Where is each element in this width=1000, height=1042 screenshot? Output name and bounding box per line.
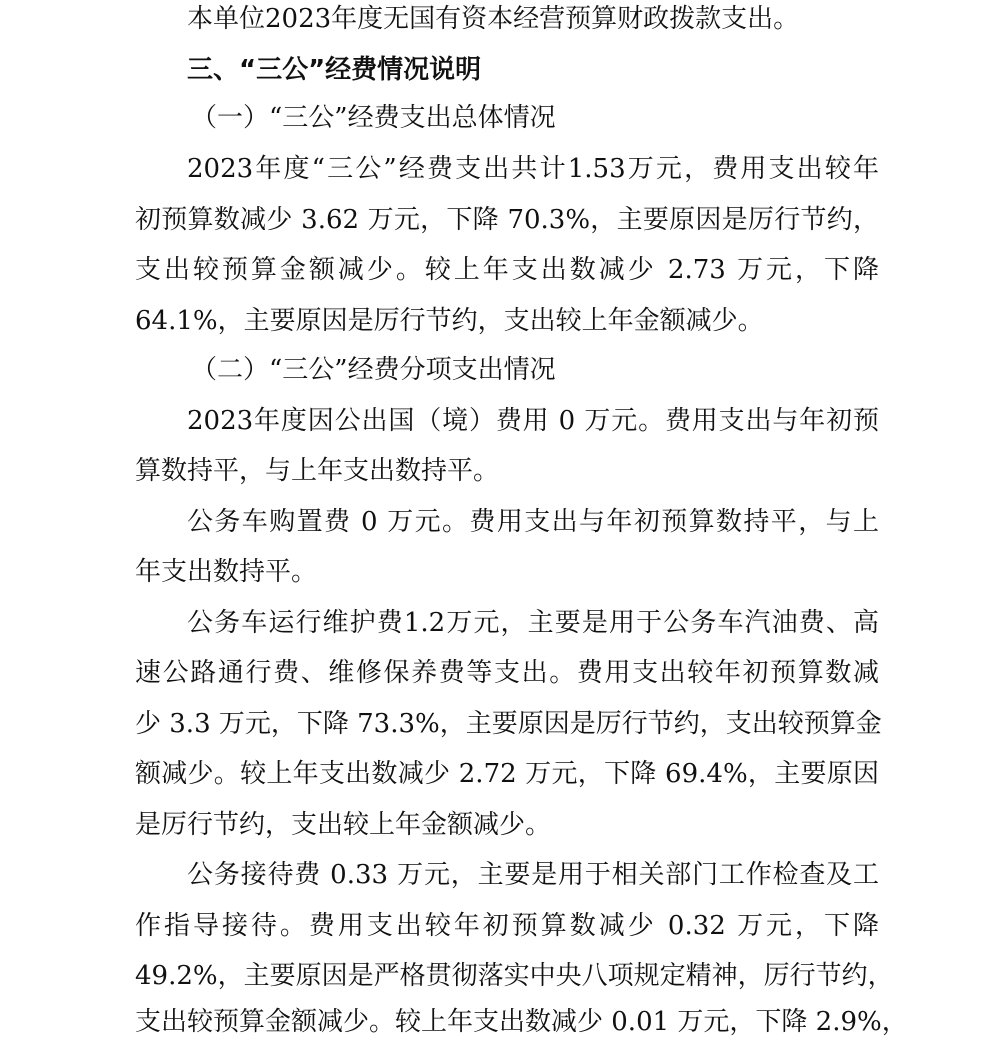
paragraph-line: 算数持平，与上年支出数持平。 (135, 456, 500, 486)
paragraph-line: 速公路通行费、维修保养费等支出。费用支出较年初预算数减 (135, 658, 879, 688)
paragraph-line: 额减少。较上年支出数减少 2.72 万元，下降 69.4%，主要原因 (135, 759, 879, 789)
paragraph-line: 本单位2023年度无国有资本经营预算财政拨款支出。 (187, 4, 800, 34)
paragraph-line: 初预算数减少 3.62 万元，下降 70.3%，主要原因是厉行节约， (135, 205, 879, 235)
paragraph-line: 支出较预算金额减少。较上年支出数减少 2.73 万元，下降 (135, 255, 879, 285)
subsection-heading: （一）“三公”经费支出总体情况 (191, 103, 556, 133)
paragraph-line: 公务车运行维护费1.2万元，主要是用于公务车汽油费、高 (187, 608, 879, 638)
paragraph-line: 年支出数持平。 (135, 557, 318, 587)
paragraph-line: 公务接待费 0.33 万元，主要是用于相关部门工作检查及工 (187, 860, 879, 890)
paragraph-line: 少 3.3 万元，下降 73.3%，主要原因是厉行节约，支出较预算金 (135, 709, 882, 739)
paragraph-line: 公务车购置费 0 万元。费用支出与年初预算数持平，与上 (187, 507, 879, 537)
subsection-heading: （二）“三公”经费分项支出情况 (191, 355, 556, 385)
paragraph-line: 是厉行节约，支出较上年金额减少。 (135, 810, 552, 840)
paragraph-line: 2023年度“三公”经费支出共计1.53万元，费用支出较年 (187, 154, 879, 184)
paragraph-line: 支出较预算金额减少。较上年支出数减少 0.01 万元，下降 2.9%， (135, 1007, 908, 1037)
paragraph-line: 2023年度因公出国（境）费用 0 万元。费用支出与年初预 (187, 406, 879, 436)
paragraph-line: 64.1%，主要原因是厉行节约，支出较上年金额减少。 (135, 306, 764, 336)
section-heading: 三、“三公”经费情况说明 (187, 55, 482, 85)
paragraph-line: 作指导接待。费用支出较年初预算数减少 0.32 万元，下降 (135, 911, 879, 941)
paragraph-line: 49.2%，主要原因是严格贯彻落实中央八项规定精神，厉行节约， (135, 961, 894, 991)
